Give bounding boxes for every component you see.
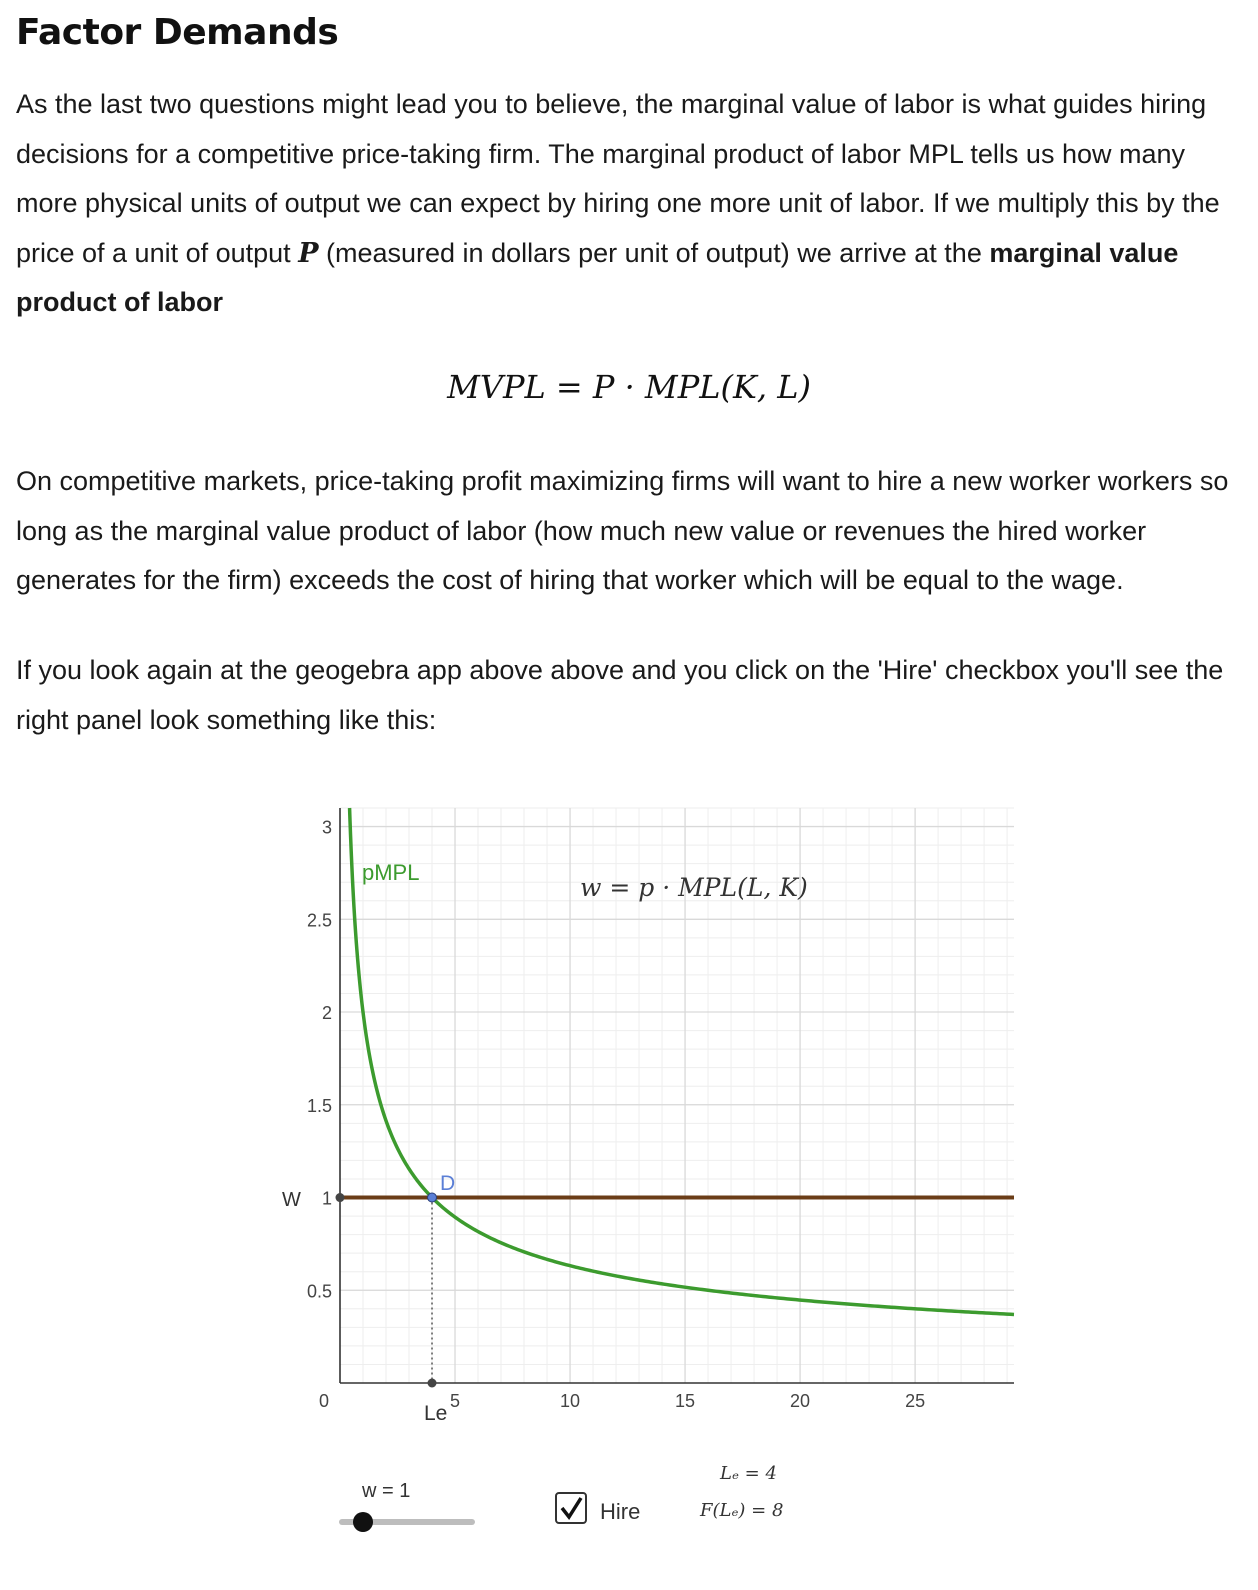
wage-slider-label: w = 1 — [362, 1480, 411, 1502]
le-axis-point — [428, 1379, 437, 1388]
mvpl-term: marginal value product of labor — [16, 237, 1179, 317]
le-value-text: Lₑ = 4 — [720, 1463, 777, 1484]
intro-paragraph — [16, 80, 1244, 328]
x-tick-label: 20 — [790, 1391, 811, 1411]
curve-label: pMPL — [362, 860, 420, 885]
labor-axis-label: Le — [424, 1402, 448, 1425]
geogebra-paragraph: If you look again at the geogebra app above above and you click on the 'Hire' checkbox you'll see the right panel look something like this: — [16, 655, 1224, 735]
y-tick-label: 0.5 — [306, 1281, 332, 1302]
labor-demand-graph[interactable] — [270, 800, 1030, 1560]
intro-text-a: As the last two questions might lead you to believe, the marginal value of labor is what guides hiring decisions for a competitive price-taking firm. The marginal product of labor MPL tells us how many more physical units of output we can expect by hiring one more unit of labor. If we multiply this by the price of a unit of output — [16, 89, 1220, 268]
y-tick-label: 2 — [321, 1003, 332, 1024]
price-variable: P — [298, 237, 319, 269]
equation-label: w = p · MPL(L, K) — [580, 873, 808, 902]
mvpl-equation: MVPL = P · MPL(K, L) — [447, 368, 811, 406]
intro-text-b: (measured in dollars per unit of output) we arrive at the — [318, 237, 990, 268]
wage-axis-label: W — [282, 1189, 301, 1211]
hire-checkbox-label[interactable]: Hire — [600, 1499, 641, 1524]
wage-axis-point — [336, 1193, 345, 1202]
hire-checkbox-box[interactable] — [556, 1493, 586, 1523]
x-tick-label: 15 — [675, 1391, 696, 1411]
y-tick-label: 1 — [321, 1188, 332, 1209]
x-tick-label: 0 — [318, 1391, 330, 1411]
hire-checkbox[interactable] — [556, 1493, 586, 1523]
y-tick-label: 1.5 — [306, 1095, 332, 1116]
hiring-paragraph: On competitive markets, price-taking profit maximizing firms will want to hire a new worker workers so long as the marginal value product of labor (how much new value or revenues the hired worker generates for the firm) exceeds the cost of hiring that worker which will be equal to the wage. — [16, 466, 1229, 595]
x-tick-label: 10 — [560, 1391, 581, 1411]
output-value-text: F(Lₑ) = 8 — [700, 1500, 784, 1521]
page-title: Factor Demands — [16, 12, 339, 53]
point-d-label: D — [440, 1172, 456, 1195]
x-tick-label: 5 — [450, 1391, 461, 1411]
y-tick-label: 2.5 — [306, 910, 332, 931]
x-tick-label: 25 — [905, 1391, 926, 1411]
wage-slider-knob[interactable] — [353, 1512, 373, 1532]
point-d — [428, 1193, 437, 1202]
y-tick-label: 3 — [321, 817, 332, 838]
wage-slider[interactable] — [342, 1512, 472, 1532]
